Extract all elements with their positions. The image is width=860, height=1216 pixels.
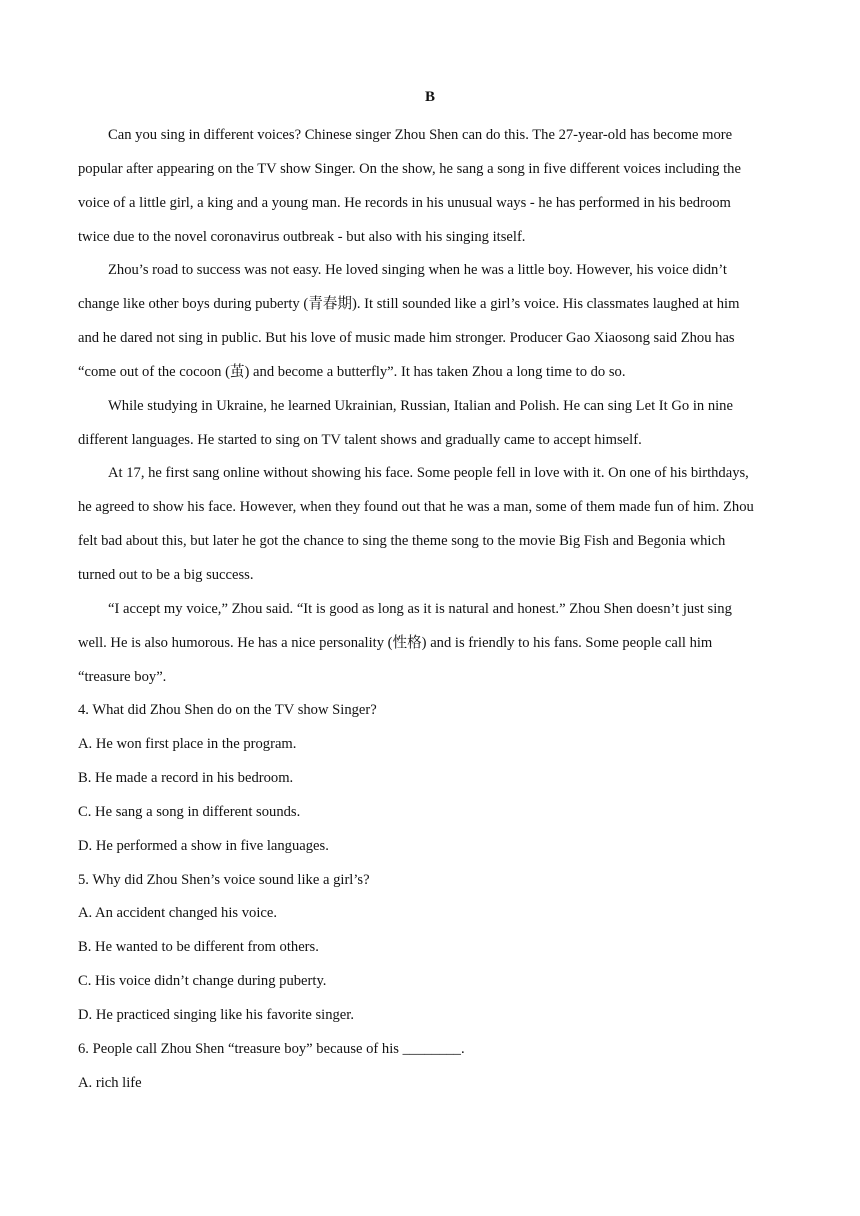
passage-line: “I accept my voice,” Zhou said. “It is good as long as it is natural and honest.” Zhou Shen doesn’t just sing	[108, 600, 732, 617]
answer-option: D. He practiced singing like his favorite singer.	[78, 1006, 354, 1023]
question-4	[78, 694, 786, 863]
passage-line: At 17, he first sang online without showing his face. Some people fell in love with it. On one of his birthdays,	[108, 465, 749, 482]
passage-line: “come out of the cocoon (茧) and become a butterfly”. It has taken Zhou a long time to do so.	[78, 363, 626, 380]
passage-paragraph-2	[78, 254, 786, 389]
question-6	[78, 1033, 786, 1101]
passage-line: well. He is also humorous. He has a nice personality (性格) and is friendly to his fans. Some people call him	[78, 634, 713, 651]
passage-line: While studying in Ukraine, he learned Ukrainian, Russian, Italian and Polish. He can sing Let It Go in nine	[108, 397, 733, 414]
answer-option: D. He performed a show in five languages.	[78, 837, 329, 854]
question-5	[78, 864, 786, 1033]
passage-line: “treasure boy”.	[78, 668, 167, 685]
passage-line: voice of a little girl, a king and a young man. He records in his unusual ways - he has performed in his bedroom	[78, 194, 731, 211]
passage-line: felt bad about this, but later he got the chance to sing the theme song to the movie Big Fish and Begonia which	[78, 533, 726, 550]
passage-line: and he dared not sing in public. But his love of music made him stronger. Producer Gao Xiaosong said Zhou has	[78, 330, 735, 347]
passage-line: turned out to be a big success.	[78, 566, 254, 583]
passage-line: change like other boys during puberty (青春期). It still sounded like a girl’s voice. His classmates laughed at him	[78, 296, 740, 313]
passage-line: twice due to the novel coronavirus outbreak - but also with his singing itself.	[78, 228, 526, 245]
passage-line: he agreed to show his face. However, when they found out that he was a man, some of them made fun of him. Zhou	[78, 499, 754, 516]
passage-line: popular after appearing on the TV show Singer. On the show, he sang a song in five different voices including the	[78, 160, 741, 177]
answer-option: A. An accident changed his voice.	[78, 905, 277, 922]
passage-line: Zhou’s road to success was not easy. He loved singing when he was a little boy. However, his voice didn’t	[108, 262, 727, 279]
section-label: B	[424, 89, 435, 105]
passage-line: Can you sing in different voices? Chinese singer Zhou Shen can do this. The 27-year-old has become more	[108, 127, 733, 143]
passage-paragraph-1	[78, 119, 786, 254]
question-stem: 4. What did Zhou Shen do on the TV show Singer?	[78, 702, 377, 719]
question-stem: 5. Why did Zhou Shen’s voice sound like a girl’s?	[78, 871, 370, 888]
answer-option: C. His voice didn’t change during puberty.	[78, 973, 327, 990]
answer-option: B. He made a record in his bedroom.	[78, 770, 294, 787]
passage-paragraph-4	[78, 457, 786, 592]
question-stem: 6. People call Zhou Shen “treasure boy” because of his ________.	[78, 1040, 465, 1057]
answer-option: A. He won first place in the program.	[78, 736, 297, 753]
passage-paragraph-3	[78, 390, 786, 458]
answer-option: A. rich life	[78, 1074, 142, 1091]
passage-paragraph-5	[78, 593, 786, 695]
answer-option: B. He wanted to be different from others.	[78, 939, 319, 956]
answer-option: C. He sang a song in different sounds.	[78, 803, 301, 820]
passage-line: different languages. He started to sing on TV talent shows and gradually came to accept himself.	[78, 431, 642, 448]
reading-passage	[78, 119, 786, 1100]
